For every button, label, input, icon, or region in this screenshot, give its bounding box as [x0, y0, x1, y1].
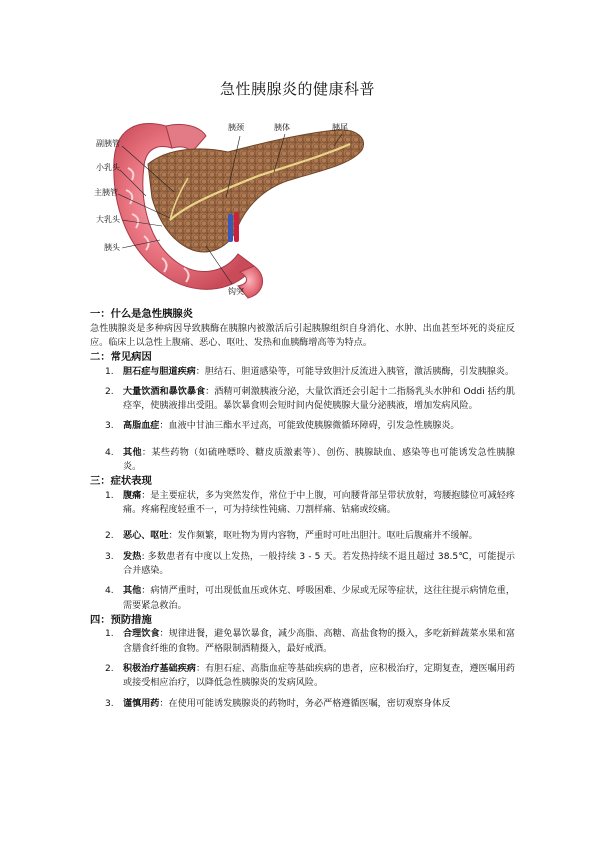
section-heading: 二：常见病因: [90, 351, 152, 364]
pancreas-anatomy-figure: [88, 108, 388, 304]
list-item: 1. 腹痛：是主要症状，多为突然发作，常位于中上腹，可向腰背部呈带状放射，弯腰抱膝位可减轻疼痛。疼痛程度轻重不一，可为持续性钝痛、刀割样痛、钻痛或绞痛。: [105, 490, 515, 516]
symptoms-list: [90, 489, 515, 613]
document-title: 急性胰腺炎的健康科普: [219, 80, 375, 98]
list-item: 1. 合理饮食：规律进餐，避免暴饮暴食，减少高脂、高糖、高盐食物的摄入，多吃新鲜蔬菜水果和富含膳食纤维的食物。严格限制酒精摄入，最好戒酒。: [105, 629, 515, 654]
list-item: 3. 谨慎用药：在使用可能诱发胰腺炎的药物时，务必严格遵循医嘱，密切观察身体反: [105, 698, 451, 709]
list-item: 1. 胆石症与胆道疾病：胆结石、胆道感染等，可能导致胆汁反流进入胰管，激活胰酶，引发胰腺炎。: [105, 366, 515, 377]
list-item: 2. 大量饮酒和暴饮暴食：酒精可刺激胰液分泌，大量饮酒还会引起十二指肠乳头水肿和 Oddi 括约肌痉挛，使胰液排出受阻。暴饮暴食则会短时间内促使胰腺大量分泌胰液，增加发病风险。: [105, 386, 515, 412]
causes-list: [90, 365, 515, 475]
list-item: 4. 其他：病情严重时，可出现低血压或休克、呼吸困难、少尿或无尿等症状，这往往提示病情危重，需要紧急救治。: [105, 586, 515, 611]
label-pancreatic-body: 胰体: [274, 123, 290, 132]
label-pancreatic-head: 胰头: [104, 243, 120, 252]
label-pancreatic-neck: 胰颈: [228, 123, 244, 132]
prevention-list: [90, 627, 515, 710]
list-item: 3. 发热: 多数患者有中度以上发热，一般持续 3 - 5 天。若发热持续不退且超过 38.5℃，可能提示合并感染。: [105, 551, 515, 577]
label-major-papilla: 大乳头: [96, 215, 120, 224]
section-heading: 一：什么是急性胰腺炎: [90, 308, 193, 320]
label-uncinate-process: 钩突: [228, 287, 244, 296]
article-body: [90, 307, 515, 711]
label-pancreatic-tail: 胰尾: [332, 123, 348, 132]
label-main-duct: 主胰管: [94, 188, 118, 197]
label-accessory-duct: 副胰管: [96, 139, 120, 148]
section-paragraph: 急性胰腺炎是多种病因导致胰酶在胰腺内被激活后引起胰腺组织自身消化、水肿、出血甚至坏死的炎症反应。临床上以急性上腹痛、恶心、呕吐、发热和血胰酶增高等为特点。: [90, 323, 515, 348]
label-minor-papilla: 小乳头: [96, 163, 120, 172]
pancreas-illustration: [88, 108, 388, 304]
list-item: 2. 积极治疗基础疾病：有胆石症、高脂血症等基础疾病的患者，应积极治疗，定期复查，遵医嘱用药或接受相应治疗，以降低急性胰腺炎的发病风险。: [105, 664, 515, 689]
list-item: 3. 高脂血症：血液中甘油三酯水平过高，可能致使胰腺微循环障碍，引发急性胰腺炎。: [105, 421, 460, 432]
list-item: 2. 恶心、呕吐：发作频繁，呕吐物为胃内容物，严重时可吐出胆汁。呕吐后腹痛并不缓解。: [105, 531, 478, 542]
list-item: 4. 其他：某些药物（如硫唑嘌呤、糖皮质激素等）、创伤、胰腺缺血、感染等也可能诱发急性胰腺炎。: [105, 447, 515, 473]
section-heading: 三：症状表现: [90, 475, 152, 488]
section-heading: 四：预防措施: [90, 613, 152, 626]
